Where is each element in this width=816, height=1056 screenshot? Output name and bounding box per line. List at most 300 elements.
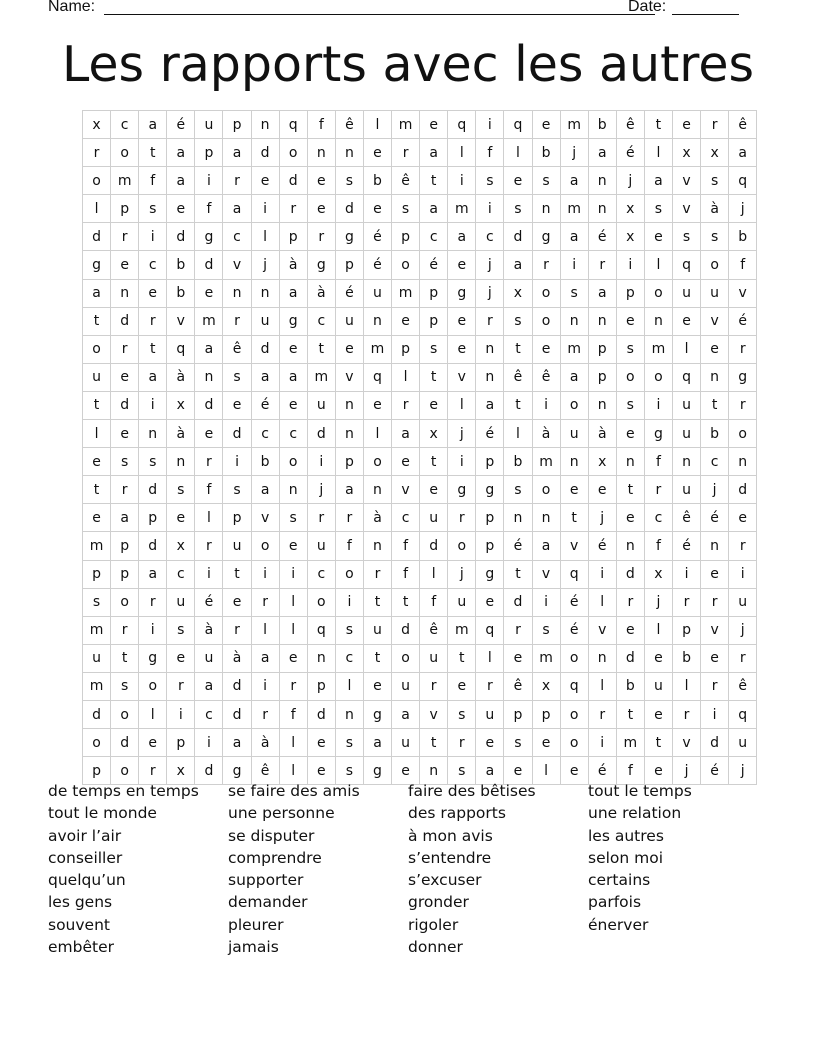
grid-cell[interactable]: l <box>644 616 672 644</box>
grid-cell[interactable]: é <box>195 588 223 616</box>
grid-cell[interactable]: o <box>139 672 167 700</box>
grid-cell[interactable]: m <box>560 335 588 363</box>
grid-cell[interactable]: t <box>420 363 448 391</box>
grid-cell[interactable]: r <box>111 223 139 251</box>
grid-cell[interactable]: r <box>139 307 167 335</box>
grid-cell[interactable]: c <box>644 504 672 532</box>
grid-cell[interactable]: o <box>83 729 111 757</box>
grid-cell[interactable]: a <box>251 363 279 391</box>
grid-cell[interactable]: e <box>616 616 644 644</box>
grid-cell[interactable]: j <box>476 251 504 279</box>
grid-cell[interactable]: x <box>167 532 195 560</box>
grid-cell[interactable]: e <box>504 167 532 195</box>
grid-cell[interactable]: e <box>111 420 139 448</box>
grid-cell[interactable]: o <box>560 391 588 419</box>
grid-cell[interactable]: d <box>195 391 223 419</box>
grid-cell[interactable]: a <box>223 195 251 223</box>
grid-cell[interactable]: à <box>363 504 391 532</box>
grid-cell[interactable]: u <box>363 279 391 307</box>
grid-cell[interactable]: r <box>588 700 616 728</box>
grid-cell[interactable]: s <box>279 504 307 532</box>
grid-cell[interactable]: e <box>363 391 391 419</box>
grid-cell[interactable]: c <box>195 700 223 728</box>
grid-cell[interactable]: à <box>167 363 195 391</box>
grid-cell[interactable]: v <box>701 616 729 644</box>
grid-cell[interactable]: s <box>504 476 532 504</box>
grid-cell[interactable]: n <box>672 448 700 476</box>
grid-cell[interactable]: f <box>392 532 420 560</box>
grid-cell[interactable]: f <box>644 532 672 560</box>
grid-cell[interactable]: u <box>392 729 420 757</box>
grid-cell[interactable]: é <box>560 616 588 644</box>
grid-cell[interactable]: é <box>335 279 363 307</box>
grid-cell[interactable]: e <box>167 644 195 672</box>
grid-cell[interactable]: e <box>223 391 251 419</box>
grid-cell[interactable]: x <box>532 672 560 700</box>
grid-cell[interactable]: l <box>392 363 420 391</box>
grid-cell[interactable]: s <box>335 616 363 644</box>
grid-cell[interactable]: g <box>279 307 307 335</box>
grid-cell[interactable]: t <box>223 560 251 588</box>
grid-cell[interactable]: u <box>560 420 588 448</box>
grid-cell[interactable]: c <box>335 644 363 672</box>
grid-cell[interactable]: e <box>476 729 504 757</box>
grid-cell[interactable]: d <box>392 616 420 644</box>
grid-cell[interactable]: n <box>476 335 504 363</box>
grid-cell[interactable]: e <box>616 307 644 335</box>
grid-cell[interactable]: r <box>223 307 251 335</box>
grid-cell[interactable]: f <box>139 167 167 195</box>
grid-cell[interactable]: m <box>83 616 111 644</box>
grid-cell[interactable]: o <box>279 448 307 476</box>
grid-cell[interactable]: r <box>476 307 504 335</box>
grid-cell[interactable]: e <box>672 307 700 335</box>
grid-cell[interactable]: o <box>392 644 420 672</box>
grid-cell[interactable]: n <box>111 279 139 307</box>
grid-cell[interactable]: r <box>729 532 757 560</box>
grid-cell[interactable]: p <box>476 448 504 476</box>
grid-cell[interactable]: n <box>335 420 363 448</box>
grid-cell[interactable]: u <box>307 391 335 419</box>
grid-cell[interactable]: i <box>560 251 588 279</box>
grid-cell[interactable]: r <box>139 757 167 785</box>
grid-cell[interactable]: n <box>588 391 616 419</box>
grid-cell[interactable]: r <box>504 616 532 644</box>
grid-cell[interactable]: o <box>644 279 672 307</box>
grid-cell[interactable]: n <box>307 644 335 672</box>
grid-cell[interactable]: l <box>363 111 391 139</box>
grid-cell[interactable]: r <box>111 476 139 504</box>
grid-cell[interactable]: à <box>167 420 195 448</box>
grid-cell[interactable]: e <box>420 391 448 419</box>
grid-cell[interactable]: à <box>195 616 223 644</box>
grid-cell[interactable]: o <box>532 476 560 504</box>
grid-cell[interactable]: l <box>279 729 307 757</box>
grid-cell[interactable]: n <box>644 307 672 335</box>
grid-cell[interactable]: q <box>448 111 476 139</box>
grid-cell[interactable]: é <box>701 504 729 532</box>
grid-cell[interactable]: e <box>195 279 223 307</box>
grid-cell[interactable]: o <box>560 644 588 672</box>
grid-cell[interactable]: o <box>251 532 279 560</box>
grid-cell[interactable]: c <box>392 504 420 532</box>
grid-cell[interactable]: e <box>363 672 391 700</box>
grid-cell[interactable]: v <box>672 195 700 223</box>
grid-cell[interactable]: t <box>307 335 335 363</box>
grid-cell[interactable]: é <box>476 420 504 448</box>
grid-cell[interactable]: n <box>560 448 588 476</box>
grid-cell[interactable]: m <box>448 195 476 223</box>
grid-cell[interactable]: à <box>251 729 279 757</box>
grid-cell[interactable]: g <box>363 757 391 785</box>
grid-cell[interactable]: s <box>560 279 588 307</box>
grid-cell[interactable]: p <box>223 111 251 139</box>
grid-cell[interactable]: i <box>167 700 195 728</box>
grid-cell[interactable]: l <box>532 757 560 785</box>
grid-cell[interactable]: j <box>729 195 757 223</box>
grid-cell[interactable]: f <box>729 251 757 279</box>
grid-cell[interactable]: t <box>392 588 420 616</box>
grid-cell[interactable]: l <box>504 139 532 167</box>
grid-cell[interactable]: ê <box>616 111 644 139</box>
grid-cell[interactable]: a <box>279 363 307 391</box>
grid-cell[interactable]: r <box>701 672 729 700</box>
grid-cell[interactable]: e <box>167 504 195 532</box>
grid-cell[interactable]: v <box>335 363 363 391</box>
grid-cell[interactable]: d <box>307 420 335 448</box>
grid-cell[interactable]: n <box>420 757 448 785</box>
grid-cell[interactable]: m <box>83 532 111 560</box>
grid-cell[interactable]: u <box>729 588 757 616</box>
grid-cell[interactable]: i <box>532 588 560 616</box>
grid-cell[interactable]: c <box>307 307 335 335</box>
grid-cell[interactable]: s <box>504 729 532 757</box>
grid-cell[interactable]: u <box>83 363 111 391</box>
grid-cell[interactable]: c <box>279 420 307 448</box>
grid-cell[interactable]: d <box>223 420 251 448</box>
grid-cell[interactable]: i <box>476 111 504 139</box>
grid-cell[interactable]: l <box>672 672 700 700</box>
grid-cell[interactable]: v <box>729 279 757 307</box>
grid-cell[interactable]: d <box>701 729 729 757</box>
grid-cell[interactable]: e <box>279 391 307 419</box>
grid-cell[interactable]: m <box>392 111 420 139</box>
grid-cell[interactable]: d <box>223 700 251 728</box>
grid-cell[interactable]: a <box>420 139 448 167</box>
grid-cell[interactable]: x <box>167 757 195 785</box>
grid-cell[interactable]: i <box>251 560 279 588</box>
grid-cell[interactable]: t <box>616 700 644 728</box>
grid-cell[interactable]: t <box>504 335 532 363</box>
grid-cell[interactable]: n <box>335 391 363 419</box>
grid-cell[interactable]: g <box>307 251 335 279</box>
grid-cell[interactable]: a <box>729 139 757 167</box>
grid-cell[interactable]: g <box>223 757 251 785</box>
grid-cell[interactable]: d <box>83 223 111 251</box>
grid-cell[interactable]: t <box>363 588 391 616</box>
grid-cell[interactable]: g <box>729 363 757 391</box>
grid-cell[interactable]: p <box>335 448 363 476</box>
grid-cell[interactable]: a <box>363 729 391 757</box>
grid-cell[interactable]: c <box>701 448 729 476</box>
grid-cell[interactable]: r <box>307 223 335 251</box>
grid-cell[interactable]: q <box>672 251 700 279</box>
grid-cell[interactable]: i <box>307 448 335 476</box>
grid-cell[interactable]: d <box>251 335 279 363</box>
grid-cell[interactable]: e <box>448 307 476 335</box>
name-blank-line[interactable] <box>104 0 655 15</box>
grid-cell[interactable]: l <box>672 335 700 363</box>
grid-cell[interactable]: à <box>223 644 251 672</box>
grid-cell[interactable]: a <box>223 729 251 757</box>
grid-cell[interactable]: l <box>588 588 616 616</box>
grid-cell[interactable]: r <box>279 195 307 223</box>
grid-cell[interactable]: i <box>335 588 363 616</box>
grid-cell[interactable]: r <box>701 588 729 616</box>
grid-cell[interactable]: i <box>729 560 757 588</box>
grid-cell[interactable]: a <box>195 335 223 363</box>
grid-cell[interactable]: a <box>139 363 167 391</box>
grid-cell[interactable]: v <box>392 476 420 504</box>
grid-cell[interactable]: n <box>560 307 588 335</box>
grid-cell[interactable]: r <box>448 504 476 532</box>
grid-cell[interactable]: r <box>83 139 111 167</box>
grid-cell[interactable]: l <box>335 672 363 700</box>
grid-cell[interactable]: v <box>167 307 195 335</box>
grid-cell[interactable]: é <box>729 307 757 335</box>
grid-cell[interactable]: r <box>616 588 644 616</box>
grid-cell[interactable]: n <box>588 195 616 223</box>
grid-cell[interactable]: r <box>279 672 307 700</box>
grid-cell[interactable]: o <box>363 448 391 476</box>
grid-cell[interactable]: i <box>251 672 279 700</box>
grid-cell[interactable]: t <box>420 448 448 476</box>
grid-cell[interactable]: c <box>111 111 139 139</box>
grid-cell[interactable]: c <box>251 420 279 448</box>
grid-cell[interactable]: a <box>476 391 504 419</box>
grid-cell[interactable]: p <box>195 139 223 167</box>
grid-cell[interactable]: o <box>560 700 588 728</box>
grid-cell[interactable]: r <box>251 700 279 728</box>
grid-cell[interactable]: o <box>532 279 560 307</box>
grid-cell[interactable]: e <box>616 504 644 532</box>
grid-cell[interactable]: i <box>195 560 223 588</box>
grid-cell[interactable]: r <box>223 167 251 195</box>
grid-cell[interactable]: p <box>279 223 307 251</box>
grid-cell[interactable]: i <box>279 560 307 588</box>
grid-cell[interactable]: l <box>644 139 672 167</box>
grid-cell[interactable]: ê <box>672 504 700 532</box>
grid-cell[interactable]: i <box>448 448 476 476</box>
grid-cell[interactable]: v <box>251 504 279 532</box>
grid-cell[interactable]: l <box>279 616 307 644</box>
grid-cell[interactable]: v <box>672 729 700 757</box>
grid-cell[interactable]: l <box>363 420 391 448</box>
grid-cell[interactable]: n <box>223 279 251 307</box>
grid-cell[interactable]: é <box>588 757 616 785</box>
grid-cell[interactable]: n <box>532 195 560 223</box>
grid-cell[interactable]: e <box>111 363 139 391</box>
grid-cell[interactable]: p <box>672 616 700 644</box>
grid-cell[interactable]: n <box>476 363 504 391</box>
grid-cell[interactable]: n <box>588 644 616 672</box>
grid-cell[interactable]: t <box>504 560 532 588</box>
grid-cell[interactable]: i <box>588 729 616 757</box>
grid-cell[interactable]: a <box>251 476 279 504</box>
grid-cell[interactable]: q <box>363 363 391 391</box>
grid-cell[interactable]: e <box>195 420 223 448</box>
grid-cell[interactable]: f <box>195 195 223 223</box>
grid-cell[interactable]: é <box>616 139 644 167</box>
grid-cell[interactable]: d <box>111 391 139 419</box>
grid-cell[interactable]: o <box>644 363 672 391</box>
grid-cell[interactable]: d <box>195 251 223 279</box>
grid-cell[interactable]: e <box>307 167 335 195</box>
grid-cell[interactable]: n <box>729 448 757 476</box>
grid-cell[interactable]: s <box>616 335 644 363</box>
grid-cell[interactable]: e <box>504 757 532 785</box>
grid-cell[interactable]: e <box>701 644 729 672</box>
grid-cell[interactable]: j <box>448 560 476 588</box>
grid-cell[interactable]: p <box>588 363 616 391</box>
grid-cell[interactable]: o <box>279 139 307 167</box>
grid-cell[interactable]: f <box>279 700 307 728</box>
grid-cell[interactable]: j <box>448 420 476 448</box>
grid-cell[interactable]: o <box>111 139 139 167</box>
grid-cell[interactable]: x <box>504 279 532 307</box>
grid-cell[interactable]: p <box>588 335 616 363</box>
grid-cell[interactable]: e <box>167 195 195 223</box>
grid-cell[interactable]: o <box>83 335 111 363</box>
grid-cell[interactable]: s <box>616 391 644 419</box>
grid-cell[interactable]: a <box>560 363 588 391</box>
grid-cell[interactable]: l <box>504 420 532 448</box>
grid-cell[interactable]: s <box>335 757 363 785</box>
grid-cell[interactable]: s <box>448 700 476 728</box>
grid-cell[interactable]: e <box>363 195 391 223</box>
grid-cell[interactable]: m <box>560 195 588 223</box>
grid-cell[interactable]: p <box>111 560 139 588</box>
grid-cell[interactable]: o <box>616 363 644 391</box>
grid-cell[interactable]: u <box>335 307 363 335</box>
grid-cell[interactable]: u <box>167 588 195 616</box>
grid-cell[interactable]: t <box>139 139 167 167</box>
grid-cell[interactable]: ê <box>392 167 420 195</box>
grid-cell[interactable]: r <box>532 251 560 279</box>
grid-cell[interactable]: r <box>644 476 672 504</box>
grid-cell[interactable]: f <box>644 448 672 476</box>
grid-cell[interactable]: i <box>195 729 223 757</box>
grid-cell[interactable]: r <box>701 111 729 139</box>
grid-cell[interactable]: n <box>588 307 616 335</box>
grid-cell[interactable]: b <box>532 139 560 167</box>
grid-cell[interactable]: f <box>195 476 223 504</box>
grid-cell[interactable]: r <box>167 672 195 700</box>
grid-cell[interactable]: e <box>251 167 279 195</box>
grid-cell[interactable]: m <box>644 335 672 363</box>
grid-cell[interactable]: n <box>616 532 644 560</box>
grid-cell[interactable]: p <box>335 251 363 279</box>
grid-cell[interactable]: t <box>616 476 644 504</box>
grid-cell[interactable]: é <box>251 391 279 419</box>
grid-cell[interactable]: l <box>83 195 111 223</box>
grid-cell[interactable]: p <box>392 335 420 363</box>
grid-cell[interactable]: t <box>420 729 448 757</box>
grid-cell[interactable]: m <box>532 448 560 476</box>
grid-cell[interactable]: à <box>701 195 729 223</box>
grid-cell[interactable]: n <box>139 420 167 448</box>
grid-cell[interactable]: e <box>616 420 644 448</box>
grid-cell[interactable]: é <box>701 757 729 785</box>
grid-cell[interactable]: p <box>476 532 504 560</box>
grid-cell[interactable]: u <box>392 672 420 700</box>
grid-cell[interactable]: e <box>504 644 532 672</box>
grid-cell[interactable]: x <box>701 139 729 167</box>
grid-cell[interactable]: c <box>307 560 335 588</box>
grid-cell[interactable]: n <box>532 504 560 532</box>
grid-cell[interactable]: j <box>307 476 335 504</box>
grid-cell[interactable]: s <box>139 448 167 476</box>
grid-cell[interactable]: a <box>532 532 560 560</box>
grid-cell[interactable]: a <box>111 504 139 532</box>
grid-cell[interactable]: a <box>223 139 251 167</box>
grid-cell[interactable]: c <box>139 251 167 279</box>
grid-cell[interactable]: p <box>392 223 420 251</box>
grid-cell[interactable]: q <box>279 111 307 139</box>
grid-cell[interactable]: v <box>223 251 251 279</box>
grid-cell[interactable]: p <box>420 279 448 307</box>
grid-cell[interactable]: e <box>139 729 167 757</box>
grid-cell[interactable]: b <box>672 644 700 672</box>
grid-cell[interactable]: r <box>729 644 757 672</box>
grid-cell[interactable]: s <box>476 167 504 195</box>
grid-cell[interactable]: t <box>363 644 391 672</box>
grid-cell[interactable]: p <box>111 195 139 223</box>
grid-cell[interactable]: e <box>392 757 420 785</box>
grid-cell[interactable]: j <box>560 139 588 167</box>
grid-cell[interactable]: g <box>363 700 391 728</box>
grid-cell[interactable]: c <box>167 560 195 588</box>
grid-cell[interactable]: j <box>616 167 644 195</box>
grid-cell[interactable]: a <box>83 279 111 307</box>
grid-cell[interactable]: d <box>279 167 307 195</box>
grid-cell[interactable]: o <box>532 307 560 335</box>
grid-cell[interactable]: u <box>420 504 448 532</box>
grid-cell[interactable]: n <box>251 279 279 307</box>
grid-cell[interactable]: v <box>588 616 616 644</box>
grid-cell[interactable]: s <box>223 363 251 391</box>
grid-cell[interactable]: e <box>448 672 476 700</box>
grid-cell[interactable]: p <box>532 700 560 728</box>
grid-cell[interactable]: r <box>672 700 700 728</box>
grid-cell[interactable]: q <box>729 167 757 195</box>
grid-cell[interactable]: n <box>307 139 335 167</box>
grid-cell[interactable]: x <box>644 560 672 588</box>
grid-cell[interactable]: d <box>83 700 111 728</box>
grid-cell[interactable]: é <box>588 532 616 560</box>
grid-cell[interactable]: t <box>83 391 111 419</box>
grid-cell[interactable]: u <box>729 729 757 757</box>
grid-cell[interactable]: e <box>363 139 391 167</box>
grid-cell[interactable]: é <box>672 532 700 560</box>
grid-cell[interactable]: e <box>448 251 476 279</box>
grid-cell[interactable]: p <box>476 504 504 532</box>
grid-cell[interactable]: s <box>701 167 729 195</box>
grid-cell[interactable]: c <box>223 223 251 251</box>
grid-cell[interactable]: e <box>83 448 111 476</box>
grid-cell[interactable]: o <box>448 532 476 560</box>
grid-cell[interactable]: g <box>448 279 476 307</box>
